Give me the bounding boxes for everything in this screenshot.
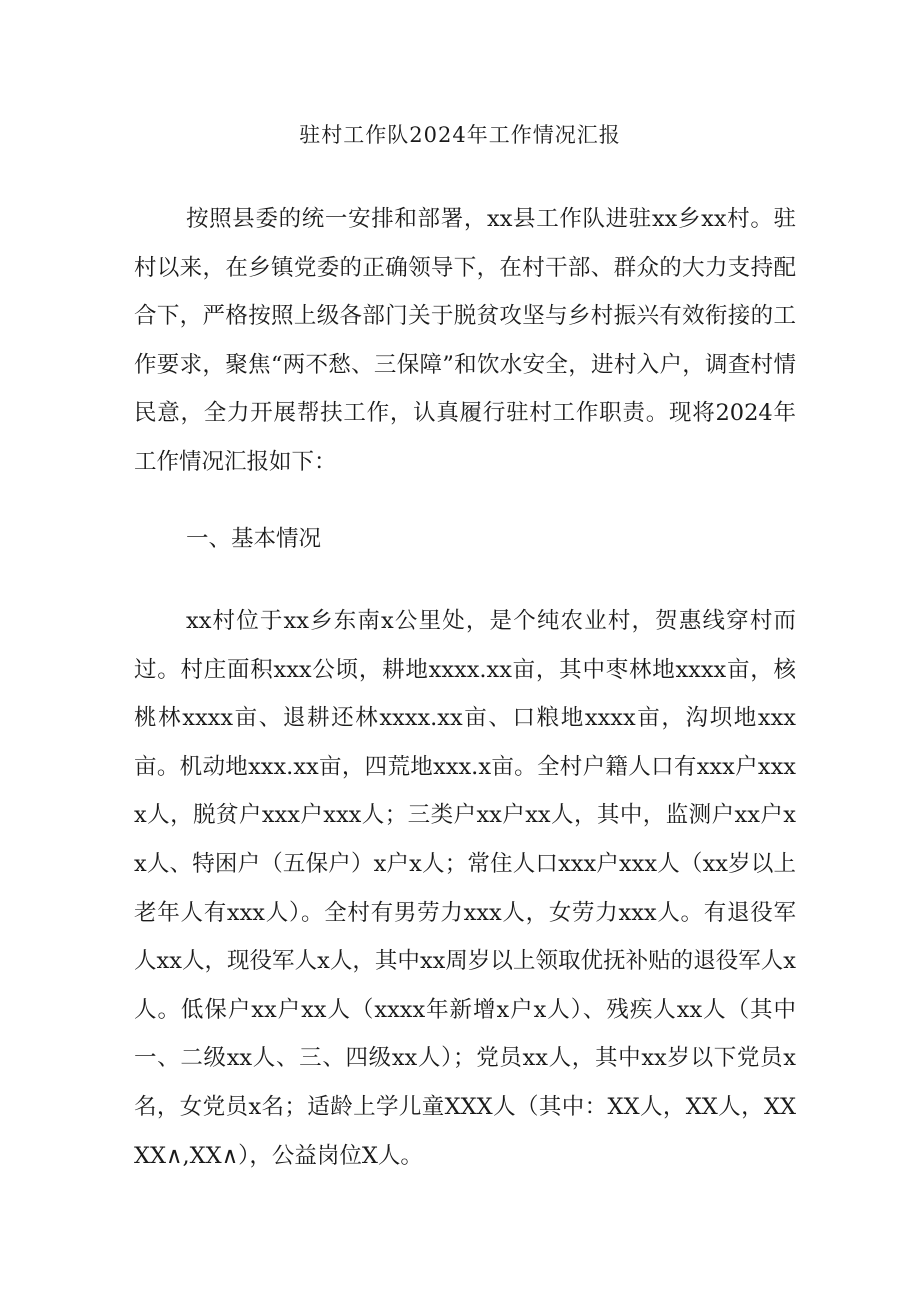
intro-paragraph: 按照县委的统一安排和部署，xx县工作队进驻xx乡xx村。驻村以来，在乡镇党委的正确领导下，在村干部、群众的大力支持配合下，严格按照上级各部门关于脱贫攻坚与乡村振兴有效衔接的工作要求，聚焦“两不愁、三保障”和饮水安全，进村入户，调查村情民意，全力开展帮扶工作，认真履行驻村工作职责。现将2024年工作情况汇报如下： (134, 206, 796, 475)
section-heading-basic-info: 一、基本情况 (186, 526, 322, 552)
document-title: 驻村工作队2024年工作情况汇报 (299, 123, 621, 147)
basic-info-paragraph: xx村位于xx乡东南x公里处，是个纯农业村，贺惠线穿村而过。村庄面积xxx公顷，耕地xxxx.xx亩，其中枣林地xxxx亩，核桃林xxxx亩、退耕还林xxxx.xx亩、口粮地xxxx亩，沟坝地xxx亩。机动地xxx.xx亩，四荒地xxx.x亩。全村户籍人口有xxx户xxxx人，脱贫户xxx户xxx人；三类户xx户xx人，其中，监测户xx户xx人、特困户（五保户）x户x人；常住人口xxx户xxx人（xx岁以上老年人有xxx人）。全村有男劳力xxx人，女劳力xxx人。有退役军人xx人，现役军人x人，其中xx周岁以上领取优抚补贴的退役军人x人。低保户xx户xx人（xxxx年新增x户x人）、残疾人xx人（其中一、二级xx人、三、四级xx人）；党员xx人，其中xx岁以下党员x名，女党员x名；适龄上学儿童XXX人（其中：XX人，XX人，XXXX∧,XX∧），公益岗位X人。 (134, 608, 796, 1169)
